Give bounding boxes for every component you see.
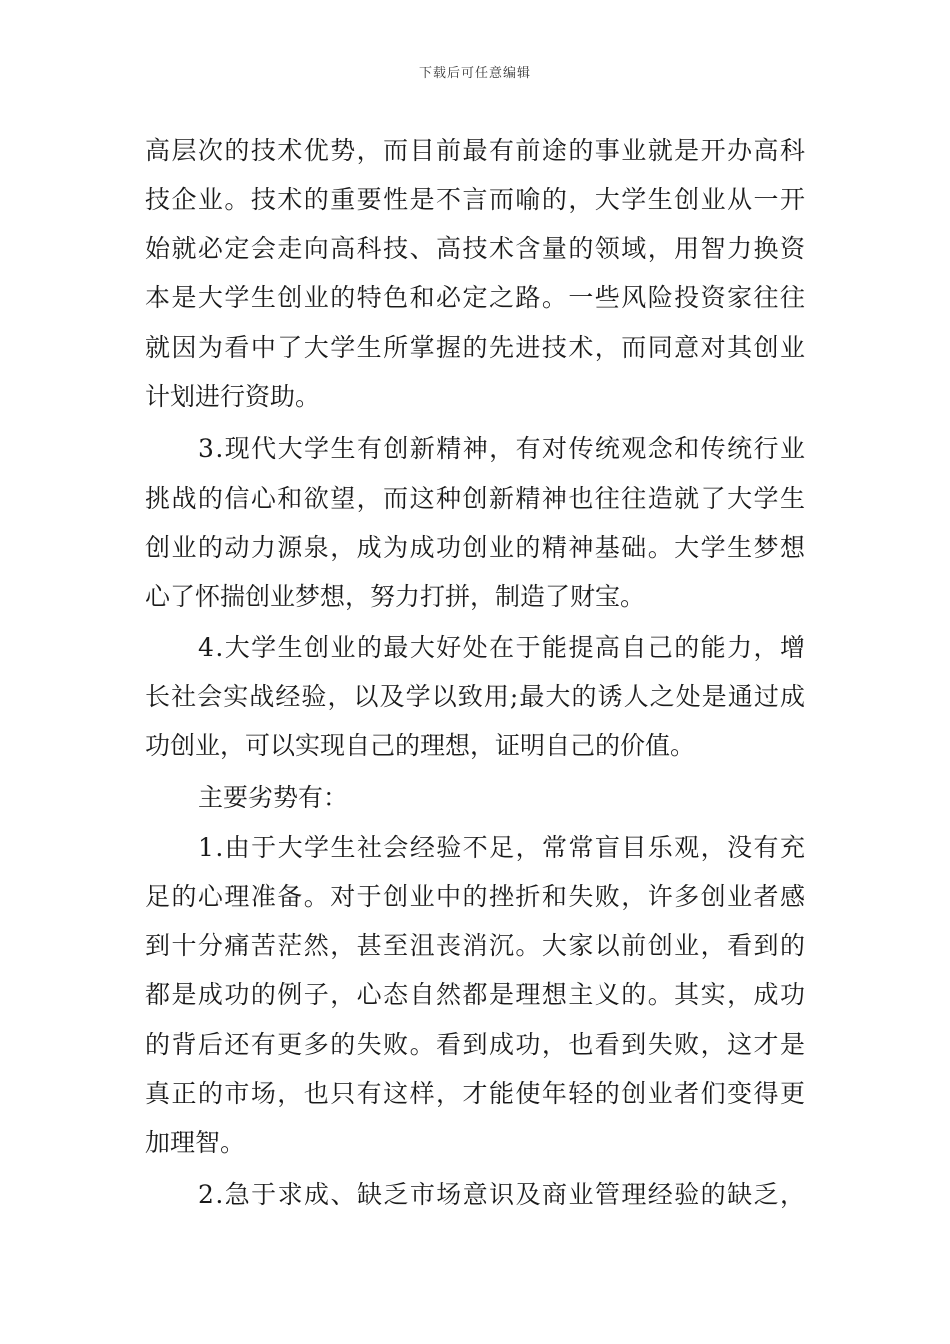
page-header: 下载后可任意编辑 xyxy=(418,66,531,81)
text-line: 创业的动力源泉，成为成功创业的精神基础。大学生梦想 xyxy=(145,533,807,562)
text-line: 4.大学生创业的最大好处在于能提高自己的能力，增 xyxy=(198,633,807,662)
text-line: 功创业，可以实现自己的理想，证明自己的价值。 xyxy=(145,731,696,760)
text-line: 主要劣势有： xyxy=(198,783,349,812)
text-line: 计划进行资助。 xyxy=(145,382,321,411)
text-line: 就因为看中了大学生所掌握的先进技术，而同意对其创业 xyxy=(145,333,807,362)
text-line: 的背后还有更多的失败。看到成功，也看到失败，这才是 xyxy=(145,1030,807,1059)
text-line: 心了怀揣创业梦想，努力打拼，制造了财宝。 xyxy=(145,582,646,611)
text-line: 技企业。技术的重要性是不言而喻的，大学生创业从一开 xyxy=(145,185,807,214)
text-line: 本是大学生创业的特色和必定之路。一些风险投资家往往 xyxy=(145,283,807,312)
text-line: 3.现代大学生有创新精神，有对传统观念和传统行业 xyxy=(198,434,807,463)
text-line: 到十分痛苦茫然，甚至沮丧消沉。大家以前创业，看到的 xyxy=(145,931,807,960)
text-line: 高层次的技术优势，而目前最有前途的事业就是开办高科 xyxy=(145,136,807,165)
text-line: 长社会实战经验，以及学以致用;最大的诱人之处是通过成 xyxy=(145,682,807,711)
text-line: 2.急于求成、缺乏市场意识及商业管理经验的缺乏， xyxy=(198,1180,807,1209)
text-line: 挑战的信心和欲望，而这种创新精神也往往造就了大学生 xyxy=(145,484,807,513)
text-line: 都是成功的例子，心态自然都是理想主义的。其实，成功 xyxy=(145,980,807,1009)
text-line: 1.由于大学生社会经验不足，常常盲目乐观，没有充 xyxy=(198,833,807,862)
text-line: 真正的市场，也只有这样，才能使年轻的创业者们变得更 xyxy=(145,1079,807,1108)
text-line: 足的心理准备。对于创业中的挫折和失败，许多创业者感 xyxy=(145,882,807,911)
text-line: 加理智。 xyxy=(145,1128,246,1157)
text-line: 始就必定会走向高科技、高技术含量的领域，用智力换资 xyxy=(145,234,807,263)
